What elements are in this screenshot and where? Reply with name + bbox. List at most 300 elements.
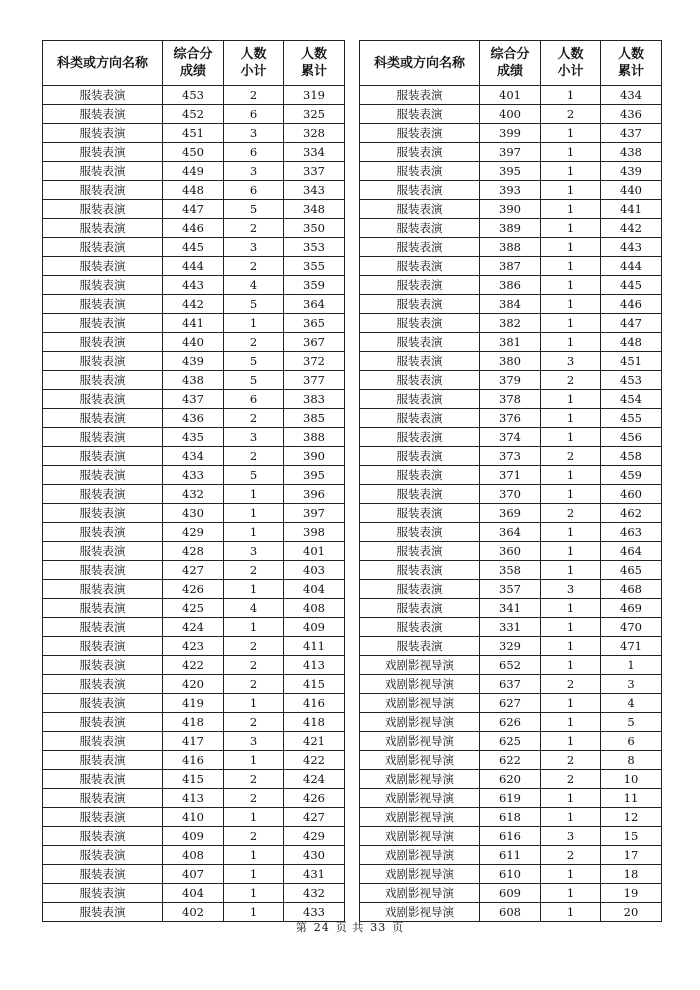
cell-name: 服装表演 (360, 124, 480, 143)
table-row (43, 181, 345, 200)
cell-count: 2 (224, 656, 284, 675)
cell-name: 服装表演 (43, 428, 163, 447)
cell-score: 436 (163, 409, 224, 428)
cell-name: 服装表演 (43, 409, 163, 428)
cell-count: 1 (541, 124, 601, 143)
cell-count: 1 (224, 808, 284, 827)
cell-name: 服装表演 (360, 257, 480, 276)
table-row (43, 257, 345, 276)
cell-score: 384 (480, 295, 541, 314)
header-score-line1: 综合分 (490, 47, 530, 62)
cell-score: 329 (480, 637, 541, 656)
cell-cumulative: 10 (601, 770, 662, 789)
cell-score: 360 (480, 542, 541, 561)
cell-cumulative: 396 (284, 485, 345, 504)
table-row (360, 675, 662, 694)
cell-cumulative: 434 (601, 86, 662, 105)
cell-cumulative: 17 (601, 846, 662, 865)
cell-score: 442 (163, 295, 224, 314)
cell-cumulative: 471 (601, 637, 662, 656)
cell-cumulative: 328 (284, 124, 345, 143)
cell-score: 652 (480, 656, 541, 675)
cell-score: 424 (163, 618, 224, 637)
cell-name: 服装表演 (43, 713, 163, 732)
cell-count: 2 (224, 789, 284, 808)
table-row (360, 504, 662, 523)
cell-count: 1 (541, 656, 601, 675)
cell-name: 戏剧影视导演 (360, 827, 480, 846)
cell-score: 387 (480, 257, 541, 276)
cell-score: 422 (163, 656, 224, 675)
table-row (360, 865, 662, 884)
cell-name: 服装表演 (43, 903, 163, 922)
cell-name: 服装表演 (43, 124, 163, 143)
cell-name: 服装表演 (360, 637, 480, 656)
cell-cumulative: 424 (284, 770, 345, 789)
cell-count: 2 (224, 219, 284, 238)
cell-cumulative: 459 (601, 466, 662, 485)
table-row (360, 466, 662, 485)
cell-cumulative: 451 (601, 352, 662, 371)
header-count-line2: 小计 (240, 64, 267, 79)
cell-name: 戏剧影视导演 (360, 903, 480, 922)
cell-cumulative: 456 (601, 428, 662, 447)
table-row (43, 504, 345, 523)
table-row (43, 789, 345, 808)
cell-cumulative: 1 (601, 656, 662, 675)
table-row (360, 238, 662, 257)
cell-score: 402 (163, 903, 224, 922)
cell-count: 1 (224, 314, 284, 333)
cell-cumulative: 462 (601, 504, 662, 523)
cell-name: 戏剧影视导演 (360, 751, 480, 770)
table-row (43, 884, 345, 903)
cell-cumulative: 367 (284, 333, 345, 352)
table-row (360, 732, 662, 751)
cell-cumulative: 377 (284, 371, 345, 390)
cell-count: 3 (224, 732, 284, 751)
cell-count: 1 (541, 238, 601, 257)
table-row (43, 447, 345, 466)
table-row (43, 542, 345, 561)
cell-name: 服装表演 (360, 333, 480, 352)
table-row (43, 637, 345, 656)
table-row (43, 656, 345, 675)
cell-cumulative: 403 (284, 561, 345, 580)
cell-cumulative: 401 (284, 542, 345, 561)
cell-score: 409 (163, 827, 224, 846)
cell-count: 6 (224, 181, 284, 200)
table-header-row (43, 41, 345, 86)
cell-name: 服装表演 (43, 656, 163, 675)
table-row (360, 542, 662, 561)
table-row (360, 428, 662, 447)
cell-name: 服装表演 (360, 162, 480, 181)
header-count (541, 41, 601, 86)
cell-cumulative: 447 (601, 314, 662, 333)
cell-cumulative: 411 (284, 637, 345, 656)
table-row (360, 884, 662, 903)
cell-score: 627 (480, 694, 541, 713)
cell-name: 服装表演 (360, 143, 480, 162)
table-row (360, 770, 662, 789)
cell-name: 戏剧影视导演 (360, 846, 480, 865)
cell-count: 6 (224, 390, 284, 409)
cell-score: 370 (480, 485, 541, 504)
cell-count: 2 (541, 846, 601, 865)
cell-name: 服装表演 (360, 542, 480, 561)
cell-count: 4 (224, 276, 284, 295)
cell-count: 6 (224, 143, 284, 162)
cell-score: 452 (163, 105, 224, 124)
cell-count: 1 (224, 694, 284, 713)
cell-count: 2 (224, 637, 284, 656)
cell-score: 410 (163, 808, 224, 827)
cell-name: 服装表演 (43, 447, 163, 466)
score-table-left (42, 40, 345, 922)
cell-count: 5 (224, 352, 284, 371)
cell-score: 438 (163, 371, 224, 390)
table-row (43, 599, 345, 618)
cell-count: 1 (224, 846, 284, 865)
table-row (360, 105, 662, 124)
cell-name: 服装表演 (360, 314, 480, 333)
cell-cumulative: 8 (601, 751, 662, 770)
table-row (360, 219, 662, 238)
cell-score: 449 (163, 162, 224, 181)
cell-count: 2 (541, 675, 601, 694)
cell-cumulative: 364 (284, 295, 345, 314)
table-row (360, 86, 662, 105)
header-cumulative-line1: 人数 (300, 47, 327, 62)
cell-count: 5 (224, 200, 284, 219)
cell-score: 451 (163, 124, 224, 143)
cell-score: 389 (480, 219, 541, 238)
cell-name: 服装表演 (43, 561, 163, 580)
cell-score: 341 (480, 599, 541, 618)
table-row (43, 333, 345, 352)
cell-count: 2 (224, 561, 284, 580)
cell-cumulative: 409 (284, 618, 345, 637)
cell-cumulative: 350 (284, 219, 345, 238)
cell-name: 服装表演 (360, 447, 480, 466)
cell-count: 1 (541, 143, 601, 162)
table-row (43, 352, 345, 371)
cell-name: 服装表演 (43, 181, 163, 200)
cell-count: 3 (224, 542, 284, 561)
footer-page-number: 24 (313, 921, 330, 934)
cell-count: 4 (224, 599, 284, 618)
cell-cumulative: 465 (601, 561, 662, 580)
cell-count: 1 (541, 162, 601, 181)
table-row (360, 124, 662, 143)
table-body-left (43, 86, 345, 922)
cell-cumulative: 444 (601, 257, 662, 276)
cell-name: 服装表演 (43, 808, 163, 827)
table-row (360, 371, 662, 390)
cell-count: 1 (541, 713, 601, 732)
cell-name: 戏剧影视导演 (360, 713, 480, 732)
cell-name: 戏剧影视导演 (360, 770, 480, 789)
footer-prefix: 第 (295, 921, 308, 934)
cell-score: 420 (163, 675, 224, 694)
cell-score: 371 (480, 466, 541, 485)
cell-count: 3 (224, 238, 284, 257)
cell-cumulative: 3 (601, 675, 662, 694)
cell-name: 服装表演 (43, 504, 163, 523)
header-cumulative-line2: 累计 (300, 64, 327, 79)
table-row (43, 143, 345, 162)
cell-score: 397 (480, 143, 541, 162)
table-row (43, 770, 345, 789)
cell-score: 622 (480, 751, 541, 770)
table-row (43, 808, 345, 827)
cell-name: 服装表演 (360, 409, 480, 428)
table-row (43, 409, 345, 428)
cell-cumulative: 463 (601, 523, 662, 542)
cell-name: 戏剧影视导演 (360, 808, 480, 827)
cell-cumulative: 440 (601, 181, 662, 200)
cell-score: 440 (163, 333, 224, 352)
cell-cumulative: 355 (284, 257, 345, 276)
table-row (360, 618, 662, 637)
cell-count: 1 (541, 181, 601, 200)
cell-name: 服装表演 (43, 637, 163, 656)
cell-count: 1 (541, 599, 601, 618)
table-row (43, 865, 345, 884)
header-count (224, 41, 284, 86)
cell-name: 服装表演 (360, 390, 480, 409)
cell-cumulative: 439 (601, 162, 662, 181)
table-body-right (360, 86, 662, 922)
cell-cumulative: 432 (284, 884, 345, 903)
table-row (43, 276, 345, 295)
table-row (360, 295, 662, 314)
cell-name: 服装表演 (43, 827, 163, 846)
cell-name: 服装表演 (43, 86, 163, 105)
cell-score: 453 (163, 86, 224, 105)
cell-score: 400 (480, 105, 541, 124)
cell-cumulative: 443 (601, 238, 662, 257)
cell-count: 1 (541, 789, 601, 808)
cell-name: 服装表演 (43, 732, 163, 751)
cell-name: 服装表演 (43, 143, 163, 162)
cell-count: 2 (224, 675, 284, 694)
table-row (43, 846, 345, 865)
cell-score: 393 (480, 181, 541, 200)
table-row (360, 314, 662, 333)
header-name (43, 41, 163, 86)
cell-score: 439 (163, 352, 224, 371)
table-row (360, 143, 662, 162)
cell-count: 2 (541, 447, 601, 466)
cell-count: 1 (541, 694, 601, 713)
page-footer (0, 919, 700, 935)
cell-cumulative: 19 (601, 884, 662, 903)
cell-name: 服装表演 (43, 352, 163, 371)
cell-cumulative: 404 (284, 580, 345, 599)
cell-name: 服装表演 (43, 333, 163, 352)
cell-score: 401 (480, 86, 541, 105)
cell-name: 戏剧影视导演 (360, 694, 480, 713)
cell-score: 425 (163, 599, 224, 618)
cell-count: 1 (541, 865, 601, 884)
cell-score: 434 (163, 447, 224, 466)
cell-score: 374 (480, 428, 541, 447)
cell-score: 364 (480, 523, 541, 542)
cell-count: 1 (224, 618, 284, 637)
cell-score: 416 (163, 751, 224, 770)
cell-cumulative: 12 (601, 808, 662, 827)
header-count-line2: 小计 (557, 64, 584, 79)
cell-count: 1 (541, 314, 601, 333)
cell-name: 服装表演 (360, 238, 480, 257)
cell-score: 418 (163, 713, 224, 732)
cell-name: 戏剧影视导演 (360, 865, 480, 884)
cell-name: 服装表演 (43, 238, 163, 257)
cell-score: 378 (480, 390, 541, 409)
cell-count: 1 (541, 732, 601, 751)
score-table-right (359, 40, 662, 922)
table-row (43, 523, 345, 542)
cell-score: 447 (163, 200, 224, 219)
table-row (43, 713, 345, 732)
cell-cumulative: 390 (284, 447, 345, 466)
cell-cumulative: 413 (284, 656, 345, 675)
cell-cumulative: 20 (601, 903, 662, 922)
cell-count: 1 (541, 884, 601, 903)
footer-suffix: 页 (392, 921, 405, 934)
cell-cumulative: 453 (601, 371, 662, 390)
cell-name: 服装表演 (360, 618, 480, 637)
cell-score: 609 (480, 884, 541, 903)
header-count-line1: 人数 (240, 47, 267, 62)
table-row (43, 390, 345, 409)
cell-name: 服装表演 (43, 523, 163, 542)
cell-count: 1 (541, 485, 601, 504)
table-row (43, 238, 345, 257)
cell-score: 408 (163, 846, 224, 865)
cell-name: 服装表演 (360, 580, 480, 599)
cell-name: 服装表演 (360, 105, 480, 124)
table-row (43, 295, 345, 314)
cell-name: 服装表演 (43, 485, 163, 504)
cell-count: 3 (541, 827, 601, 846)
cell-count: 1 (541, 409, 601, 428)
cell-score: 381 (480, 333, 541, 352)
cell-count: 1 (541, 276, 601, 295)
cell-cumulative: 422 (284, 751, 345, 770)
cell-count: 3 (541, 580, 601, 599)
table-row (360, 580, 662, 599)
table-row (360, 656, 662, 675)
cell-cumulative: 445 (601, 276, 662, 295)
cell-cumulative: 334 (284, 143, 345, 162)
cell-score: 395 (480, 162, 541, 181)
header-count-line1: 人数 (557, 47, 584, 62)
cell-name: 服装表演 (43, 884, 163, 903)
cell-score: 441 (163, 314, 224, 333)
cell-count: 1 (541, 86, 601, 105)
cell-cumulative: 365 (284, 314, 345, 333)
header-name-text: 科类或方向名称 (373, 55, 465, 71)
cell-count: 1 (541, 200, 601, 219)
cell-score: 443 (163, 276, 224, 295)
cell-score: 357 (480, 580, 541, 599)
cell-name: 服装表演 (360, 181, 480, 200)
cell-name: 服装表演 (360, 561, 480, 580)
table-row (43, 371, 345, 390)
table-row (43, 162, 345, 181)
cell-cumulative: 418 (284, 713, 345, 732)
cell-count: 6 (224, 105, 284, 124)
cell-score: 446 (163, 219, 224, 238)
cell-score: 419 (163, 694, 224, 713)
header-cumulative-line1: 人数 (617, 47, 644, 62)
cell-name: 戏剧影视导演 (360, 656, 480, 675)
cell-name: 服装表演 (43, 580, 163, 599)
table-header-row (360, 41, 662, 86)
table-row (43, 466, 345, 485)
cell-count: 2 (224, 333, 284, 352)
cell-cumulative: 433 (284, 903, 345, 922)
cell-count: 1 (541, 903, 601, 922)
header-score (163, 41, 224, 86)
cell-score: 423 (163, 637, 224, 656)
cell-score: 404 (163, 884, 224, 903)
footer-middle: 页 共 (335, 921, 365, 934)
cell-count: 2 (224, 447, 284, 466)
cell-name: 服装表演 (43, 276, 163, 295)
table-row (360, 808, 662, 827)
cell-count: 5 (224, 371, 284, 390)
cell-name: 戏剧影视导演 (360, 675, 480, 694)
cell-cumulative: 441 (601, 200, 662, 219)
cell-cumulative: 464 (601, 542, 662, 561)
cell-cumulative: 4 (601, 694, 662, 713)
cell-name: 服装表演 (360, 504, 480, 523)
cell-cumulative: 442 (601, 219, 662, 238)
header-score (480, 41, 541, 86)
cell-count: 1 (541, 428, 601, 447)
cell-cumulative: 388 (284, 428, 345, 447)
header-cumulative (284, 41, 345, 86)
cell-name: 服装表演 (43, 675, 163, 694)
cell-score: 610 (480, 865, 541, 884)
table-row (360, 352, 662, 371)
cell-count: 2 (224, 86, 284, 105)
cell-score: 399 (480, 124, 541, 143)
cell-name: 服装表演 (360, 599, 480, 618)
table-row (43, 751, 345, 770)
table-row (43, 86, 345, 105)
cell-count: 1 (541, 219, 601, 238)
table-row (360, 523, 662, 542)
cell-score: 619 (480, 789, 541, 808)
cell-count: 1 (224, 865, 284, 884)
cell-name: 服装表演 (43, 694, 163, 713)
cell-cumulative: 18 (601, 865, 662, 884)
cell-cumulative: 437 (601, 124, 662, 143)
cell-cumulative: 438 (601, 143, 662, 162)
cell-name: 服装表演 (43, 314, 163, 333)
cell-name: 服装表演 (360, 295, 480, 314)
cell-score: 435 (163, 428, 224, 447)
cell-cumulative: 11 (601, 789, 662, 808)
table-row (360, 390, 662, 409)
table-row (360, 561, 662, 580)
cell-cumulative: 446 (601, 295, 662, 314)
